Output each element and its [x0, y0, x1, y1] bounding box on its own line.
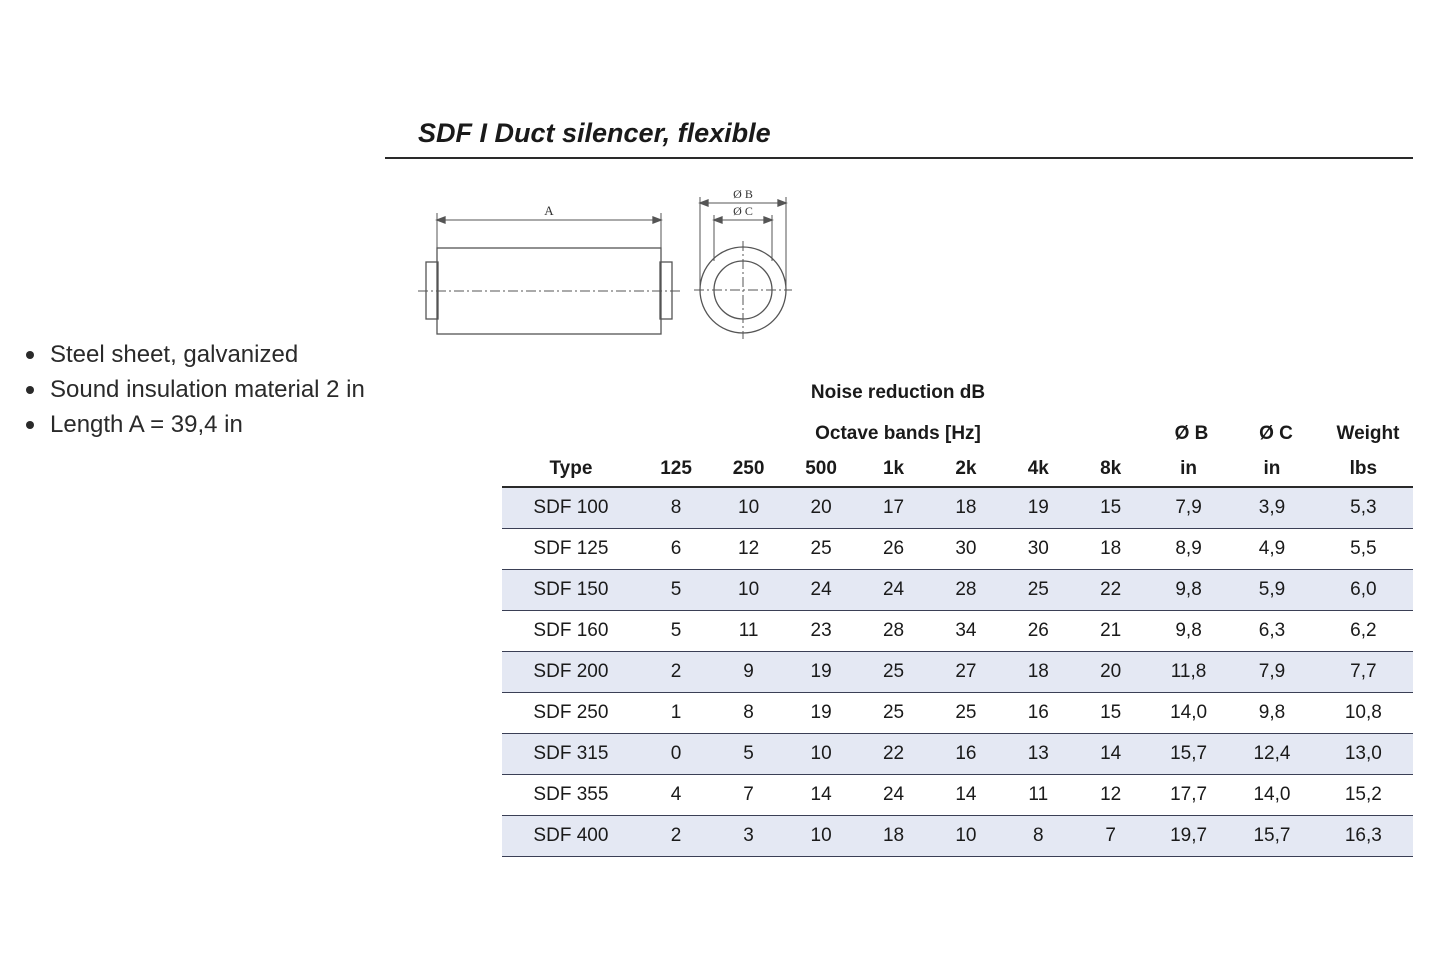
value-cell: 11 — [1002, 775, 1074, 816]
value-cell: 7,9 — [1230, 652, 1313, 693]
value-cell: 17,7 — [1147, 775, 1230, 816]
value-cell: 9,8 — [1147, 611, 1230, 652]
type-cell: SDF 250 — [502, 693, 640, 734]
value-cell: 16 — [1002, 693, 1074, 734]
dim-b-header: Ø B — [1174, 423, 1209, 444]
value-cell: 6,0 — [1314, 570, 1413, 611]
value-cell: 28 — [930, 570, 1002, 611]
table-row — [502, 652, 1413, 693]
value-cell: 12 — [712, 529, 785, 570]
value-cell: 18 — [1002, 652, 1074, 693]
table-row — [502, 529, 1413, 570]
value-cell: 25 — [930, 693, 1002, 734]
value-cell: 9,8 — [1147, 570, 1230, 611]
value-cell: 1 — [640, 693, 713, 734]
value-cell: 19 — [1002, 487, 1074, 529]
value-cell: 8,9 — [1147, 529, 1230, 570]
value-cell: 18 — [1074, 529, 1146, 570]
table-row — [502, 816, 1413, 857]
column-header: 1k — [882, 458, 905, 479]
value-cell: 5,3 — [1314, 487, 1413, 529]
value-cell: 27 — [930, 652, 1002, 693]
column-header: 500 — [805, 458, 837, 479]
value-cell: 14,0 — [1147, 693, 1230, 734]
value-cell: 25 — [785, 529, 858, 570]
value-cell: 14,0 — [1230, 775, 1313, 816]
dim-c-header: Ø C — [1259, 423, 1293, 444]
value-cell: 22 — [1074, 570, 1146, 611]
value-cell: 6,2 — [1314, 611, 1413, 652]
value-cell: 5 — [640, 570, 713, 611]
value-cell: 15 — [1074, 487, 1146, 529]
value-cell: 25 — [857, 652, 929, 693]
value-cell: 30 — [1002, 529, 1074, 570]
value-cell: 14 — [1074, 734, 1146, 775]
value-cell: 10,8 — [1314, 693, 1413, 734]
value-cell: 26 — [857, 529, 929, 570]
side-view — [418, 213, 680, 334]
noise-reduction-header: Noise reduction dB — [810, 382, 986, 403]
value-cell: 7,9 — [1147, 487, 1230, 529]
dimension-label-a: A — [544, 203, 554, 218]
table-row — [502, 611, 1413, 652]
dimension-label-b: Ø B — [733, 187, 753, 201]
column-header: in — [1180, 458, 1197, 479]
table-row — [502, 693, 1413, 734]
value-cell: 7 — [1074, 816, 1146, 857]
weight-header: Weight — [1336, 423, 1400, 444]
type-cell: SDF 125 — [502, 529, 640, 570]
value-cell: 10 — [785, 734, 858, 775]
value-cell: 19 — [785, 693, 858, 734]
table-body — [502, 487, 1413, 857]
value-cell: 14 — [785, 775, 858, 816]
value-cell: 4 — [640, 775, 713, 816]
type-cell: SDF 400 — [502, 816, 640, 857]
value-cell: 9,8 — [1230, 693, 1313, 734]
bullet-icon — [26, 386, 34, 394]
value-cell: 24 — [857, 775, 929, 816]
value-cell: 22 — [857, 734, 929, 775]
value-cell: 26 — [1002, 611, 1074, 652]
type-cell: SDF 150 — [502, 570, 640, 611]
value-cell: 7,7 — [1314, 652, 1413, 693]
column-header: 8k — [1100, 458, 1122, 479]
value-cell: 12 — [1074, 775, 1146, 816]
octave-bands-header: Octave bands [Hz] — [815, 423, 981, 444]
type-cell: SDF 100 — [502, 487, 640, 529]
column-header: 4k — [1027, 458, 1049, 479]
title-rule — [385, 157, 1413, 159]
value-cell: 5 — [712, 734, 785, 775]
value-cell: 3,9 — [1230, 487, 1313, 529]
end-view — [694, 197, 792, 339]
value-cell: 18 — [857, 816, 929, 857]
value-cell: 15 — [1074, 693, 1146, 734]
value-cell: 13 — [1002, 734, 1074, 775]
value-cell: 19,7 — [1147, 816, 1230, 857]
value-cell: 6 — [640, 529, 713, 570]
value-cell: 8 — [1002, 816, 1074, 857]
value-cell: 2 — [640, 652, 713, 693]
value-cell: 34 — [930, 611, 1002, 652]
column-header: Type — [549, 458, 593, 479]
table-row — [502, 570, 1413, 611]
column-header: 125 — [660, 458, 692, 479]
value-cell: 18 — [930, 487, 1002, 529]
value-cell: 11,8 — [1147, 652, 1230, 693]
value-cell: 15,7 — [1147, 734, 1230, 775]
column-header: in — [1263, 458, 1281, 479]
column-header: 2k — [955, 458, 977, 479]
value-cell: 10 — [712, 570, 785, 611]
value-cell: 14 — [930, 775, 1002, 816]
silencer-drawing — [415, 183, 795, 343]
value-cell: 20 — [1074, 652, 1146, 693]
value-cell: 10 — [930, 816, 1002, 857]
type-cell: SDF 160 — [502, 611, 640, 652]
value-cell: 19 — [785, 652, 858, 693]
table-row — [502, 734, 1413, 775]
type-cell: SDF 315 — [502, 734, 640, 775]
value-cell: 5 — [640, 611, 713, 652]
value-cell: 21 — [1074, 611, 1146, 652]
value-cell: 24 — [785, 570, 858, 611]
value-cell: 15,7 — [1230, 816, 1313, 857]
value-cell: 10 — [712, 487, 785, 529]
value-cell: 12,4 — [1230, 734, 1313, 775]
value-cell: 13,0 — [1314, 734, 1413, 775]
value-cell: 3 — [712, 816, 785, 857]
value-cell: 10 — [785, 816, 858, 857]
value-cell: 6,3 — [1230, 611, 1313, 652]
bullet-icon — [26, 351, 34, 359]
feature-item: Sound insulation material 2 in — [26, 372, 365, 407]
value-cell: 5,5 — [1314, 529, 1413, 570]
value-cell: 25 — [857, 693, 929, 734]
column-header: 250 — [732, 458, 765, 479]
table-row — [502, 775, 1413, 816]
value-cell: 15,2 — [1314, 775, 1413, 816]
value-cell: 20 — [785, 487, 858, 529]
column-header-row — [502, 452, 1413, 487]
value-cell: 30 — [930, 529, 1002, 570]
value-cell: 8 — [640, 487, 713, 529]
feature-item: Length A = 39,4 in — [26, 407, 365, 442]
value-cell: 9 — [712, 652, 785, 693]
value-cell: 5,9 — [1230, 570, 1313, 611]
type-cell: SDF 200 — [502, 652, 640, 693]
value-cell: 28 — [857, 611, 929, 652]
value-cell: 16,3 — [1314, 816, 1413, 857]
value-cell: 7 — [712, 775, 785, 816]
value-cell: 8 — [712, 693, 785, 734]
value-cell: 11 — [712, 611, 785, 652]
value-cell: 4,9 — [1230, 529, 1313, 570]
dimension-label-c: Ø C — [733, 204, 753, 218]
bullet-icon — [26, 421, 34, 429]
column-header: lbs — [1349, 458, 1378, 479]
noise-reduction-table — [502, 452, 1413, 857]
value-cell: 23 — [785, 611, 858, 652]
value-cell: 24 — [857, 570, 929, 611]
page-title: SDF I Duct silencer, flexible — [418, 118, 771, 148]
value-cell: 17 — [857, 487, 929, 529]
value-cell: 16 — [930, 734, 1002, 775]
feature-list — [26, 337, 365, 442]
feature-item: Steel sheet, galvanized — [26, 337, 365, 372]
value-cell: 2 — [640, 816, 713, 857]
value-cell: 25 — [1002, 570, 1074, 611]
value-cell: 0 — [640, 734, 713, 775]
table-row — [502, 487, 1413, 529]
type-cell: SDF 355 — [502, 775, 640, 816]
